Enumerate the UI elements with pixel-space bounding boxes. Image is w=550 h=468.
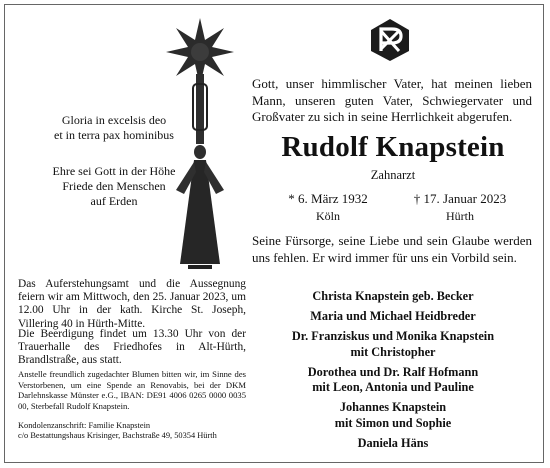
mourner-entry (252, 436, 534, 452)
mourner-line: Johannes Knapstein (339, 400, 447, 415)
deceased-name: Rudolf Knapstein (281, 131, 505, 163)
german-verse-line: Friede den Menschen (62, 179, 166, 193)
epitaph-text: Seine Fürsorge, seine Liebe und sein Glaube werden uns fehlen. Er wird immer für uns ein Vorbild sein. (252, 233, 532, 265)
birth-place: Köln (316, 209, 340, 223)
condolence-address (18, 421, 258, 442)
service-notice: Das Auferstehungsamt und die Aussegnung feiern wir am Mittwoch, den 25. Januar 2023, um 12.00 Uhr in der kath. Kirche St. Joseph, Villering 40 in Hürth-Mitte. (18, 278, 246, 330)
mourner-line: Maria und Michael Heidbreder (310, 309, 476, 324)
mourner-line: mit Leon, Antonia und Pauline (312, 380, 474, 395)
mourner-line: Daniela Häns (357, 435, 429, 450)
mourner-entry (252, 309, 534, 325)
mourner-entry (252, 365, 534, 396)
condolence-address-line: c/o Bestattungshaus Krisinger, Bachstraße 49, 50354 Hürth (18, 431, 217, 441)
mourner-line: mit Simon und Sophie (334, 415, 452, 430)
death-place: Hürth (446, 209, 474, 223)
donation-notice: Anstelle freundlich zugedachter Blumen bitten wir, im Sinne des Verstorbenen, um eine Spende an Renovabis, bei der DKM Darlehnskasse Münster e.G., IBAN: DE91 4006 0265 0000 0035 00, Sterbefall Rudolf Knapstein. (18, 369, 246, 411)
intro-text: Gott, unser himmlischer Vater, hat meinen lieben Mann, unseren guten Vater, Schwiegervater und Großvater zu sich in seine Herrlichkeit abgerufen. (252, 76, 532, 125)
condolence-address-line: Kondolenzanschrift: Familie Knapstein (18, 421, 151, 430)
mourners-list (252, 289, 534, 456)
mourner-line: mit Christopher (350, 344, 436, 359)
mourner-line: Christa Knapstein geb. Becker (312, 289, 474, 303)
mourner-line: Dorothea und Dr. Ralf Hofmann (307, 364, 479, 379)
latin-verse-line: et in terra pax hominibus (54, 128, 174, 142)
mourner-entry (252, 329, 534, 360)
chi-rho-cross-logo-icon (368, 18, 412, 62)
latin-verse (14, 113, 214, 143)
birth-date: * 6. März 1932 (288, 191, 368, 206)
death-date: † 17. Januar 2023 (413, 191, 507, 206)
german-verse (14, 164, 214, 209)
burial-notice: Die Beerdigung findet um 13.30 Uhr von der Trauerhalle des Friedhofes in Alt-Hürth, Brandlstraße, aus statt. (18, 328, 246, 367)
german-verse-line: auf Erden (90, 194, 138, 208)
latin-verse-line: Gloria in excelsis deo (61, 113, 167, 127)
deceased-profession: Zahnarzt (370, 168, 416, 182)
german-verse-line: Ehre sei Gott in der Höhe (52, 164, 176, 178)
mourner-entry (252, 289, 534, 305)
mourner-entry (252, 400, 534, 431)
mourner-line: Dr. Franziskus und Monika Knapstein (291, 329, 495, 344)
star-angel-ornament-icon (150, 12, 250, 274)
